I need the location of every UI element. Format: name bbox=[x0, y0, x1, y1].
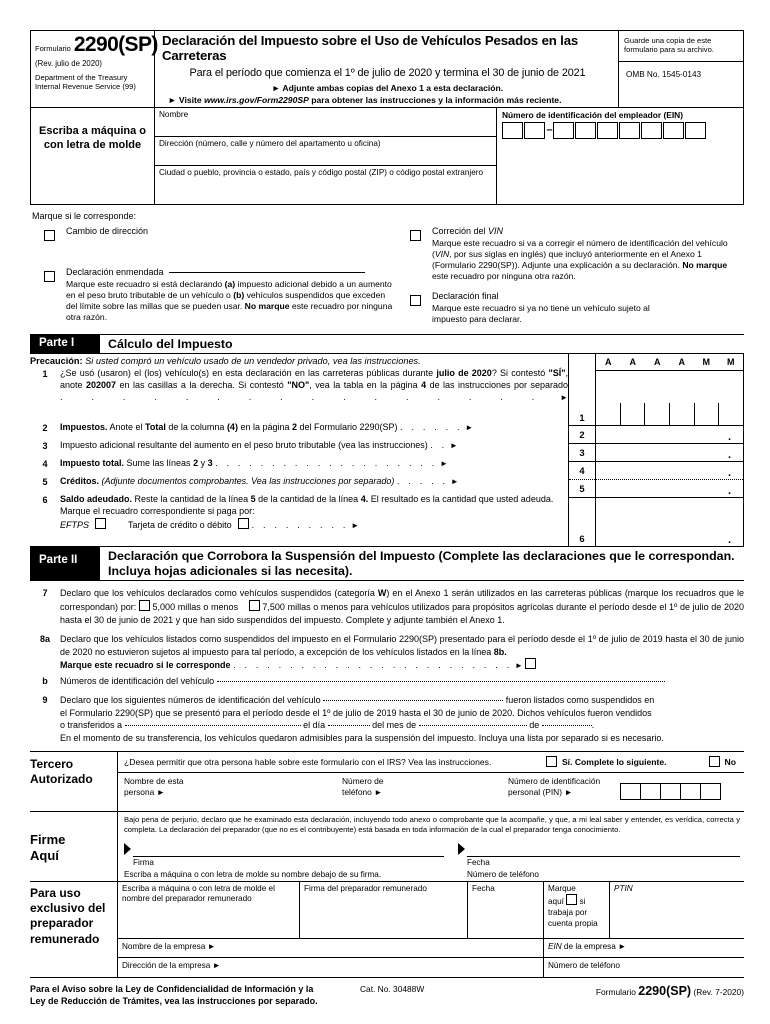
irs-line: Internal Revenue Service (99) bbox=[35, 82, 136, 92]
part1-line-6 bbox=[30, 493, 568, 541]
visit-website-note bbox=[162, 95, 613, 105]
part2-banner bbox=[30, 547, 744, 581]
vin-correction-checkbox[interactable] bbox=[410, 230, 421, 241]
amended-return-row[interactable] bbox=[30, 267, 396, 323]
date-digit-boxes[interactable] bbox=[596, 403, 743, 425]
form-revision-date: (Rev. julio de 2020) bbox=[35, 59, 103, 68]
keep-copy-note: Guarde una copia de este formulario para su archivo. bbox=[619, 31, 743, 62]
address-field-label: Dirección (número, calle y número del apartamento u oficina) bbox=[159, 138, 381, 148]
third-party-yes-label: Sí. Complete lo siguiente. bbox=[561, 756, 667, 767]
footer-form-number: 2290(SP) bbox=[638, 983, 692, 998]
entity-information-block bbox=[30, 107, 744, 205]
ein-block bbox=[497, 108, 743, 204]
part1-line-5 bbox=[30, 475, 568, 493]
amended-return-input-line[interactable] bbox=[169, 272, 365, 273]
amended-return-label-row bbox=[66, 267, 396, 277]
address-change-checkbox[interactable] bbox=[44, 230, 55, 241]
dept-treasury-line: Department of the Treasury bbox=[35, 73, 128, 82]
pin-digit-5[interactable] bbox=[700, 783, 721, 800]
third-party-designee-section bbox=[30, 751, 744, 812]
part1-banner bbox=[30, 334, 744, 355]
designee-name-field[interactable] bbox=[124, 776, 342, 808]
ein-digit-4[interactable] bbox=[575, 122, 596, 139]
ptin-label: PTIN bbox=[614, 883, 633, 893]
final-return-description: Marque este recuadro si ya no tiene un vehículo sujeto al impuesto para declarar. bbox=[432, 302, 650, 324]
part1-line-number-column bbox=[568, 354, 596, 546]
part1-title: Cálculo del Impuesto bbox=[108, 336, 233, 351]
box-number-1: 1 bbox=[569, 370, 595, 426]
form-word-label: Formulario bbox=[35, 44, 71, 53]
ein-digit-3[interactable] bbox=[553, 122, 574, 139]
aamm-header-2: A bbox=[629, 357, 636, 368]
part2-title-bold: Declaración que Corrobora la Suspensión del Impuesto bbox=[108, 549, 436, 564]
line-8b-vin-input[interactable] bbox=[217, 681, 665, 682]
line-9-part7: de bbox=[529, 720, 540, 731]
catalog-number: Cat. No. 30488W bbox=[360, 983, 425, 994]
vin-correction-label-wrap: Correción del VIN bbox=[432, 225, 504, 236]
line-4-number: 4 bbox=[42, 459, 48, 470]
preparer-title-line2: exclusivo del bbox=[30, 900, 106, 915]
box-number-3: 3 bbox=[569, 444, 595, 462]
line-5-text: Créditos. (Adjunte documentos comprobantes. Vea las instrucciones por separado) . . . . . ► bbox=[60, 476, 459, 487]
preparer-date-label: Fecha bbox=[472, 883, 495, 893]
preparer-name-field[interactable] bbox=[118, 882, 300, 938]
line-9-part8: En el momento de su transferencia, los vehículos quedaron admisibles para la suspensión del impuesto. Incluya una lista por separado si es necesario. bbox=[60, 733, 664, 744]
self-employed-l5: cuenta propia bbox=[548, 918, 598, 928]
aamm-header-6: M bbox=[727, 357, 735, 368]
part1-lines bbox=[30, 354, 568, 546]
credit-card-checkbox[interactable] bbox=[238, 518, 249, 529]
line-9-part3: el Formulario 2290(SP) que se presentó para el período desde el 1º de julio de 2019 hasta el 30 de junio de 2020. Dichos vehículos fueron vendidos bbox=[60, 707, 652, 718]
designee-pin-label-1: Número de identificación bbox=[508, 775, 601, 786]
self-employed-checkbox[interactable] bbox=[566, 894, 577, 905]
name-field-label: Nombre bbox=[159, 109, 189, 119]
third-party-detail-row bbox=[118, 773, 744, 811]
designee-name-label-1: Nombre de esta bbox=[124, 775, 184, 786]
line-9-number: 9 bbox=[42, 694, 48, 705]
preparer-title-line4: remunerado bbox=[30, 931, 100, 946]
form-page bbox=[30, 30, 744, 1007]
part1-amount-column bbox=[596, 354, 744, 546]
line-4-text: Impuesto total. Sume las líneas 2 y 3 . . . . . . . . . . . . . . . . . . . . ► bbox=[60, 458, 448, 469]
line-5-amount-input[interactable]: . bbox=[596, 480, 743, 498]
firm-name-label: Nombre de la empresa ► bbox=[122, 941, 216, 951]
omb-number: OMB No. 1545-0143 bbox=[626, 69, 702, 79]
ein-label: Número de identificación del empleador (EIN) bbox=[502, 109, 684, 120]
ein-dash: – bbox=[546, 123, 553, 136]
footer-form-word: Formulario bbox=[595, 986, 636, 997]
third-party-question-row bbox=[118, 752, 744, 773]
box-number-4: 4 bbox=[569, 462, 595, 480]
header-form-identity bbox=[31, 31, 158, 107]
miles-5000-checkbox[interactable] bbox=[139, 600, 150, 611]
perjury-statement: Bajo pena de perjurio, declaro que he examinado esta declaración, incluyendo todo anexo o comprobante que la acompañe, y que, a mi leal saber y entender, es verídica, correcta y completa. La declaración del preparador (que no es el contribuyente) está basada en toda información de la cual el preparador tenga conocimiento. bbox=[124, 814, 740, 834]
form-header bbox=[30, 30, 744, 107]
line-9-part4: o transferidos a bbox=[60, 720, 123, 731]
entity-fields bbox=[155, 108, 497, 204]
line-8a-text: Declaro que los vehículos listados como suspendidos del impuesto en el Formulario 2290(SP) presentado para el período desde el 1º de julio de 2019 hasta el 30 de junio de 2020 no estuvieron sujetos al impuesto para tal período, a excepción de los vehículos listados en la línea 8b. Marque este recuadro si le corresponde . . . . . . . . . . . . . . . . . . . . . . . . . ► bbox=[60, 633, 744, 671]
third-party-fields bbox=[118, 752, 744, 811]
firm-ein-label: de la empresa ► bbox=[561, 941, 627, 951]
part1-line-2 bbox=[30, 421, 568, 439]
third-party-title-line2: Autorizado bbox=[30, 771, 93, 786]
line-3-amount-input[interactable]: . bbox=[596, 444, 743, 462]
designee-phone-label-2: teléfono ► bbox=[342, 787, 383, 798]
sign-here-line2: Aquí bbox=[30, 847, 59, 863]
amended-return-label: Declaración enmendada bbox=[66, 266, 164, 277]
line-9-transferee-input[interactable] bbox=[125, 725, 301, 726]
type-or-print-instruction: Escriba a máquina o con letra de molde bbox=[31, 108, 155, 204]
part2-title bbox=[100, 547, 744, 580]
line-9-month-input[interactable] bbox=[419, 725, 527, 726]
visit-suffix: para obtener las instrucciones y la información más reciente. bbox=[308, 94, 562, 105]
caution-label: Precaución: bbox=[30, 356, 83, 367]
header-omb-block bbox=[619, 31, 743, 107]
box-number-5: 5 bbox=[569, 480, 595, 498]
preparer-date-field[interactable] bbox=[468, 882, 544, 938]
designee-pin-label-2: personal (PIN) ► bbox=[508, 787, 573, 798]
designee-name-label-2: persona ► bbox=[124, 787, 165, 798]
privacy-notice-line1: Para el Aviso sobre la Ley de Confidencialidad de Información y la bbox=[30, 983, 314, 994]
sign-here-body bbox=[118, 812, 744, 881]
third-party-no-label: No bbox=[724, 756, 736, 767]
line-8b-number: b bbox=[42, 676, 48, 687]
self-employed-l2: aquí bbox=[548, 897, 564, 907]
credit-card-label: Tarjeta de crédito o débito bbox=[128, 519, 232, 530]
line-7-number: 7 bbox=[42, 588, 48, 599]
line-9-day-input[interactable] bbox=[328, 725, 370, 726]
city-field-label: Ciudad o pueblo, provincia o estado, país y código postal (ZIP) o código postal extranjero bbox=[159, 167, 484, 177]
line-8b-label: Números de identificación del vehículo bbox=[60, 676, 215, 687]
sign-here-line1: Firme bbox=[30, 831, 66, 847]
self-employed-field[interactable] bbox=[544, 882, 610, 938]
box-number-2: 2 bbox=[569, 426, 595, 444]
line-2-number: 2 bbox=[42, 423, 48, 434]
part2-tag: Parte II bbox=[30, 547, 100, 580]
part1-line-1 bbox=[30, 367, 568, 421]
line-9-text: Declaro que los siguientes números de identificación del vehículo fueron listados como suspendidos en el Formulario 2290(SP) que se presentó para el período desde el 1º de julio de 2019 hasta el 30 de junio de 2020. Dichos vehículos fueron vendidos o transferidos a el día del mes de de . En el momento de su transferencia, los vehículos quedaron admisibles para la suspensión del impuesto. Incluya una lista por separado si es necesario. bbox=[60, 694, 744, 745]
ein-digit-5[interactable] bbox=[597, 122, 618, 139]
aamm-header-5: M bbox=[702, 357, 710, 368]
print-name-note: Escriba a máquina o con letra de molde su nombre debajo de su firma. bbox=[124, 869, 382, 879]
line-6-number: 6 bbox=[42, 495, 48, 506]
paid-preparer-title bbox=[30, 882, 118, 977]
firm-address-field[interactable] bbox=[118, 958, 544, 977]
line-9-vin-input[interactable] bbox=[323, 700, 503, 701]
amended-return-checkbox[interactable] bbox=[44, 271, 55, 282]
line-9-part1: Declaro que los siguientes números de identificación del vehículo bbox=[60, 694, 321, 705]
line-9-part5: el día bbox=[303, 720, 326, 731]
attach-schedule-note: ► Adjunte ambas copias del Anexo 1 a esta declaración. bbox=[271, 82, 504, 93]
third-party-question: ¿Desea permitir que otra persona hable sobre este formulario con el IRS? Vea las instrucciones. bbox=[124, 756, 492, 767]
paid-preparer-section bbox=[30, 882, 744, 978]
line-8a-check-label: Marque este recuadro si le corresponde bbox=[60, 660, 231, 671]
pin-digit-4[interactable] bbox=[680, 783, 701, 800]
firm-phone-field[interactable] bbox=[544, 958, 744, 977]
third-party-title-line1: Tercero bbox=[30, 756, 74, 771]
final-return-label: Declaración final bbox=[432, 290, 499, 301]
sign-here-section bbox=[30, 812, 744, 882]
part2-line-8a bbox=[30, 633, 744, 672]
third-party-yes-checkbox[interactable] bbox=[546, 756, 557, 767]
pin-digit-3[interactable] bbox=[660, 783, 681, 800]
ein-digit-6[interactable] bbox=[619, 122, 640, 139]
line-3-number: 3 bbox=[42, 441, 48, 452]
eftps-checkbox[interactable] bbox=[95, 518, 106, 529]
part1-tag: Parte I bbox=[30, 335, 100, 354]
part1-body bbox=[30, 354, 744, 547]
line-6-text: Saldo adeudado. Reste la cantidad de la línea 5 de la cantidad de la línea 4. El resultado es la cantidad que usted adeuda. Marque el recuadro correspondiente si paga por: EFTPS Tarjeta de crédito o débito . . . . . . . . . ► bbox=[60, 494, 554, 530]
preparer-signature-label: Firma del preparador remunerado bbox=[304, 883, 427, 893]
form-period: Para el período que comienza el 1º de julio de 2020 y termina el 30 de junio de 2021 bbox=[189, 66, 586, 79]
final-return-checkbox[interactable] bbox=[410, 295, 421, 306]
part2-line-7 bbox=[30, 587, 744, 626]
city-field[interactable] bbox=[155, 166, 496, 204]
firm-phone-label: Número de teléfono bbox=[548, 960, 620, 970]
miles-5000-label: 5,000 millas o menos bbox=[152, 602, 239, 613]
check-if-applies-section bbox=[30, 205, 744, 334]
part1-line-3 bbox=[30, 439, 568, 457]
ein-digit-7[interactable] bbox=[641, 122, 662, 139]
part2-body bbox=[30, 587, 744, 750]
aamm-header-1: A bbox=[605, 357, 612, 368]
firm-address-label: Dirección de la empresa ► bbox=[122, 960, 221, 970]
line-1-number: 1 bbox=[42, 369, 48, 380]
signature-arrow-icon bbox=[124, 843, 131, 855]
third-party-no-checkbox[interactable] bbox=[709, 756, 720, 767]
line-1-text: ¿Se usó (usaron) el (los) vehículo(s) en esta declaración en las carreteras públicas durante julio de 2020? Si contestó "SÍ", anote 202007 en las casillas a la derecha. Si contestó "NO", vea la tabla en la página 4 de las instrucciones por separado . . . . . . . . . . . . . . . . ► bbox=[60, 368, 568, 402]
signature-field[interactable] bbox=[124, 846, 444, 867]
check-section-heading: Marque si le corresponde: bbox=[32, 210, 137, 221]
pin-digit-1[interactable] bbox=[620, 783, 641, 800]
preparer-name-label: Escriba a máquina o con letra de molde el nombre del preparador remunerado bbox=[122, 883, 275, 904]
line-8b-text bbox=[60, 675, 744, 688]
line-2-text: Impuestos. Anote el Total de la columna (4) en la página 2 del Formulario 2290(SP) . . . . . . ► bbox=[60, 422, 474, 433]
line-1-date-boxes[interactable] bbox=[596, 370, 743, 426]
address-field[interactable] bbox=[155, 137, 496, 166]
third-party-title bbox=[30, 752, 118, 811]
designee-pin-input[interactable] bbox=[620, 776, 720, 808]
part2-title-rest: (Complete las declaraciones que le correspondan. Incluya hojas adicionales si las necesita). bbox=[108, 549, 735, 578]
preparer-title-line1: Para uso bbox=[30, 885, 81, 900]
line-4-amount-input[interactable]: . bbox=[596, 462, 743, 480]
box-number-6: 6 bbox=[579, 533, 585, 545]
designee-phone-label-1: Número de bbox=[342, 775, 384, 786]
miles-7500-checkbox[interactable] bbox=[249, 600, 260, 611]
form-number: 2290(SP) bbox=[73, 33, 158, 56]
taxpayer-phone-label: Número de teléfono bbox=[467, 869, 539, 879]
designee-pin-labels bbox=[508, 776, 620, 808]
footer-revision: (Rev. 7-2020) bbox=[693, 986, 744, 997]
header-title-block bbox=[155, 31, 619, 107]
line-7-text: Declaro que los vehículos declarados como vehículos suspendidos (categoría W) en el Anexo 1 serán utilizados en las carreteras públicas (marque los recuadros que le correspondan) por: 5,000 millas o menos 7,500 millas o menos para vehículos utilizados para propósitos agrícolas durante el período desde el 1º de julio de 2020 hasta el 30 de junio de 2021 y que han sido suspendidos del impuesto. Complete y adjunte también el Anexo 1. bbox=[60, 588, 744, 625]
date-arrow-icon bbox=[458, 843, 465, 855]
pin-digit-2[interactable] bbox=[640, 783, 661, 800]
signature-date-field[interactable] bbox=[458, 846, 740, 867]
paid-preparer-fields bbox=[118, 882, 744, 977]
designee-phone-field[interactable] bbox=[342, 776, 508, 808]
caution-text: Si usted compró un vehículo usado de un vendedor privado, vea las instrucciones. bbox=[85, 356, 421, 367]
signature-date-label: Fecha bbox=[467, 857, 490, 867]
miles-7500-label: 7,500 millas o menos para vehículos utilizados para propósitos agrícolas bbox=[262, 602, 554, 613]
ein-input[interactable] bbox=[502, 122, 740, 139]
firm-name-field[interactable] bbox=[118, 939, 544, 957]
form-title: Declaración del Impuesto sobre el Uso de Vehículos Pesados en las Carreteras bbox=[162, 33, 579, 63]
visit-prefix: ► Visite bbox=[168, 94, 205, 105]
part2-line-8b bbox=[30, 675, 744, 688]
privacy-act-notice bbox=[30, 983, 360, 1007]
line-2-amount-input[interactable]: . bbox=[596, 426, 743, 444]
line-9-part6: del mes de bbox=[372, 720, 417, 731]
vin-correction-row[interactable] bbox=[396, 226, 744, 282]
ein-digit-9[interactable] bbox=[685, 122, 706, 139]
privacy-notice-line2: Ley de Reducción de Trámites, vea las instrucciones por separado. bbox=[30, 995, 318, 1006]
name-field[interactable] bbox=[155, 108, 496, 137]
amended-return-description: Marque este recuadro si está declarando (a) impuesto adicional debido a un aumento en el peso bruto tributable de un vehículo o (b) vehículos suspendidos que exceden del límite sobre las millas que se pueden usar. No marque este recuadro por ninguna otra razón. bbox=[66, 278, 393, 322]
final-return-row[interactable] bbox=[396, 291, 744, 325]
aamm-header bbox=[596, 354, 743, 370]
ein-digit-8[interactable] bbox=[663, 122, 684, 139]
aamm-header-4: A bbox=[678, 357, 685, 368]
line-8a-checkbox[interactable] bbox=[525, 658, 536, 669]
preparer-title-line3: preparador bbox=[30, 916, 94, 931]
part1-line-4 bbox=[30, 457, 568, 475]
line-6-amount-input[interactable]: . bbox=[727, 534, 731, 547]
signature-label: Firma bbox=[133, 857, 154, 867]
self-employed-l4: trabaja por bbox=[548, 907, 588, 917]
part1-caution bbox=[30, 354, 568, 367]
footer-form-identity bbox=[510, 983, 744, 998]
line-8a-number: 8a bbox=[39, 633, 50, 644]
self-employed-l1: Marque bbox=[548, 883, 576, 893]
address-change-label: Cambio de dirección bbox=[66, 225, 149, 236]
line-5-number: 5 bbox=[42, 477, 48, 488]
firm-ein-field[interactable]: EIN de la empresa ► bbox=[548, 941, 627, 951]
self-employed-l3: si bbox=[579, 897, 586, 907]
ein-digit-2[interactable] bbox=[524, 122, 545, 139]
irs-url[interactable]: www.irs.gov/Form2290SP bbox=[204, 94, 309, 105]
form-footer bbox=[30, 978, 744, 1007]
eftps-label: EFTPS bbox=[60, 519, 90, 530]
line-9-part2: fueron listados como suspendidos en bbox=[505, 694, 655, 705]
vin-correction-description: Marque este recuadro si va a corregir el número de identificación del vehículo (VIN, por sus siglas en inglés) que incluyó anteriormente en el Anexo 1 (Formulario 2290(SP)). Adjunte una explicación a su declaración. No marque este recuadro por ninguna otra razón. bbox=[432, 237, 728, 281]
address-change-row[interactable] bbox=[30, 226, 396, 245]
preparer-signature-field[interactable] bbox=[300, 882, 468, 938]
line-3-text: Impuesto adicional resultante del aumento en el peso bruto tributable (vea las instrucciones) . . ► bbox=[60, 440, 458, 451]
ein-digit-1[interactable] bbox=[502, 122, 523, 139]
sign-here-title bbox=[30, 812, 118, 881]
part2-line-9 bbox=[30, 694, 744, 745]
ptin-field[interactable] bbox=[610, 882, 744, 938]
aamm-header-3: A bbox=[654, 357, 661, 368]
line-9-year-input[interactable] bbox=[542, 725, 592, 726]
